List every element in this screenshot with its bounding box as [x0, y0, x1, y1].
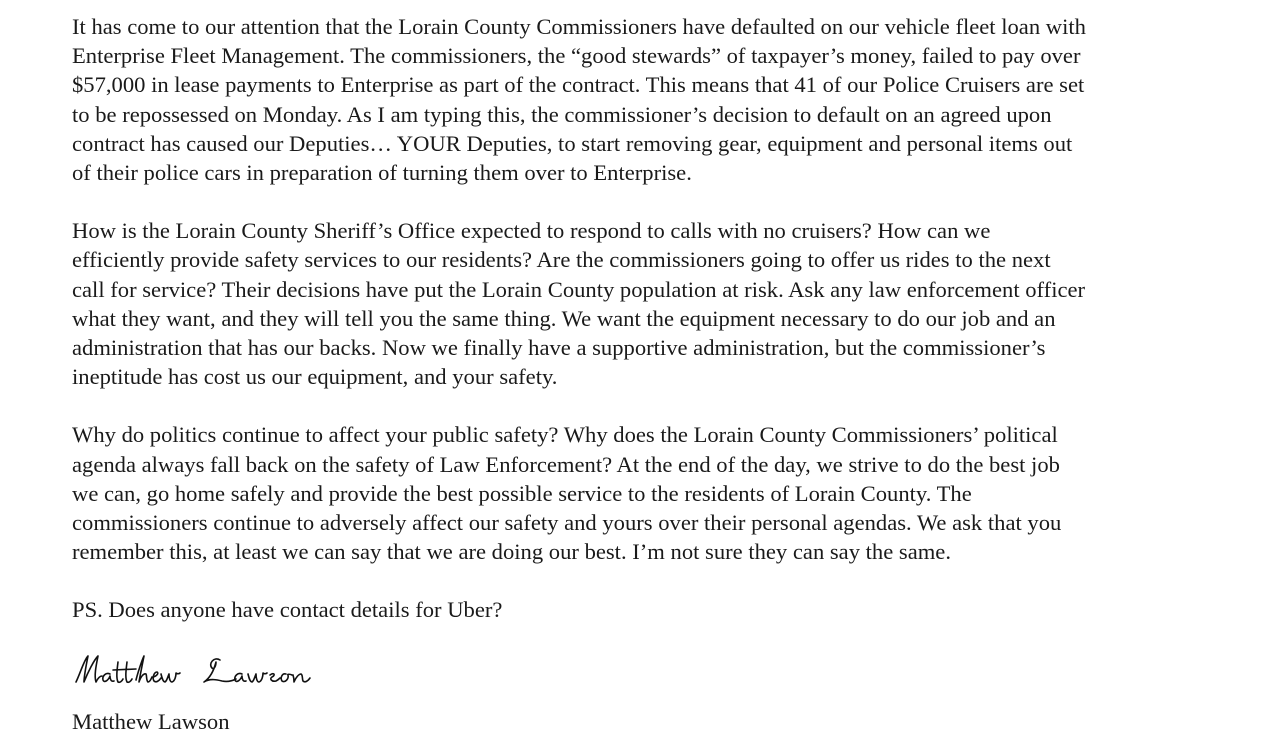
paragraph-1: [72, 12, 1222, 187]
text-line: contract has caused our Deputies… YOUR Deputies, to start removing gear, equipment and personal items out: [72, 130, 1073, 156]
paragraph-2: [72, 216, 1222, 391]
paragraph-3: [72, 420, 1222, 566]
text-line: How is the Lorain County Sheriff’s Office expected to respond to calls with no cruisers? How can we: [72, 218, 991, 244]
text-line: of their police cars in preparation of turning them over to Enterprise.: [72, 160, 692, 186]
signature-icon: [72, 648, 362, 692]
text-line: call for service? Their decisions have put the Lorain County population at risk. Ask any law enforcement officer: [72, 276, 1086, 302]
text-line: $57,000 in lease payments to Enterprise as part of the contract. This means that 41 of our Police Cruisers are set: [72, 72, 1085, 98]
text-line: Enterprise Fleet Management. The commissioners, the “good stewards” of taxpayer’s money, failed to pay over: [72, 43, 1081, 69]
text-line: administration that has our backs. Now we finally have a supportive administration, but the commissioner’s: [72, 335, 1046, 361]
text-line: It has come to our attention that the Lorain County Commissioners have defaulted on our vehicle fleet loan with: [72, 14, 1086, 39]
text-line: Why do politics continue to affect your public safety? Why does the Lorain County Commissioners’ political: [72, 422, 1058, 448]
text-line: commissioners continue to adversely affect our safety and yours over their personal agendas. We ask that you: [72, 510, 1062, 536]
text-line: remember this, at least we can say that we are doing our best. I’m not sure they can say the same.: [72, 539, 951, 565]
text-line: we can, go home safely and provide the best possible service to the residents of Lorain County. The: [72, 480, 972, 506]
text-line: agenda always fall back on the safety of Law Enforcement? At the end of the day, we strive to do the best job: [72, 451, 1060, 477]
letter-body: [72, 12, 1222, 654]
printed-name: Matthew Lawson: [72, 709, 230, 734]
text-line: to be repossessed on Monday. As I am typing this, the commissioner’s decision to default on an agreed upon: [72, 101, 1052, 127]
text-line: efficiently provide safety services to our residents? Are the commissioners going to offer us rides to the next: [72, 247, 1051, 273]
text-line: what they want, and they will tell you the same thing. We want the equipment necessary to do our job and an: [72, 305, 1056, 331]
text-line: ineptitude has cost us our equipment, and your safety.: [72, 364, 558, 390]
handwritten-signature: [72, 648, 362, 692]
postscript: PS. Does anyone have contact details for Uber?: [72, 597, 503, 623]
